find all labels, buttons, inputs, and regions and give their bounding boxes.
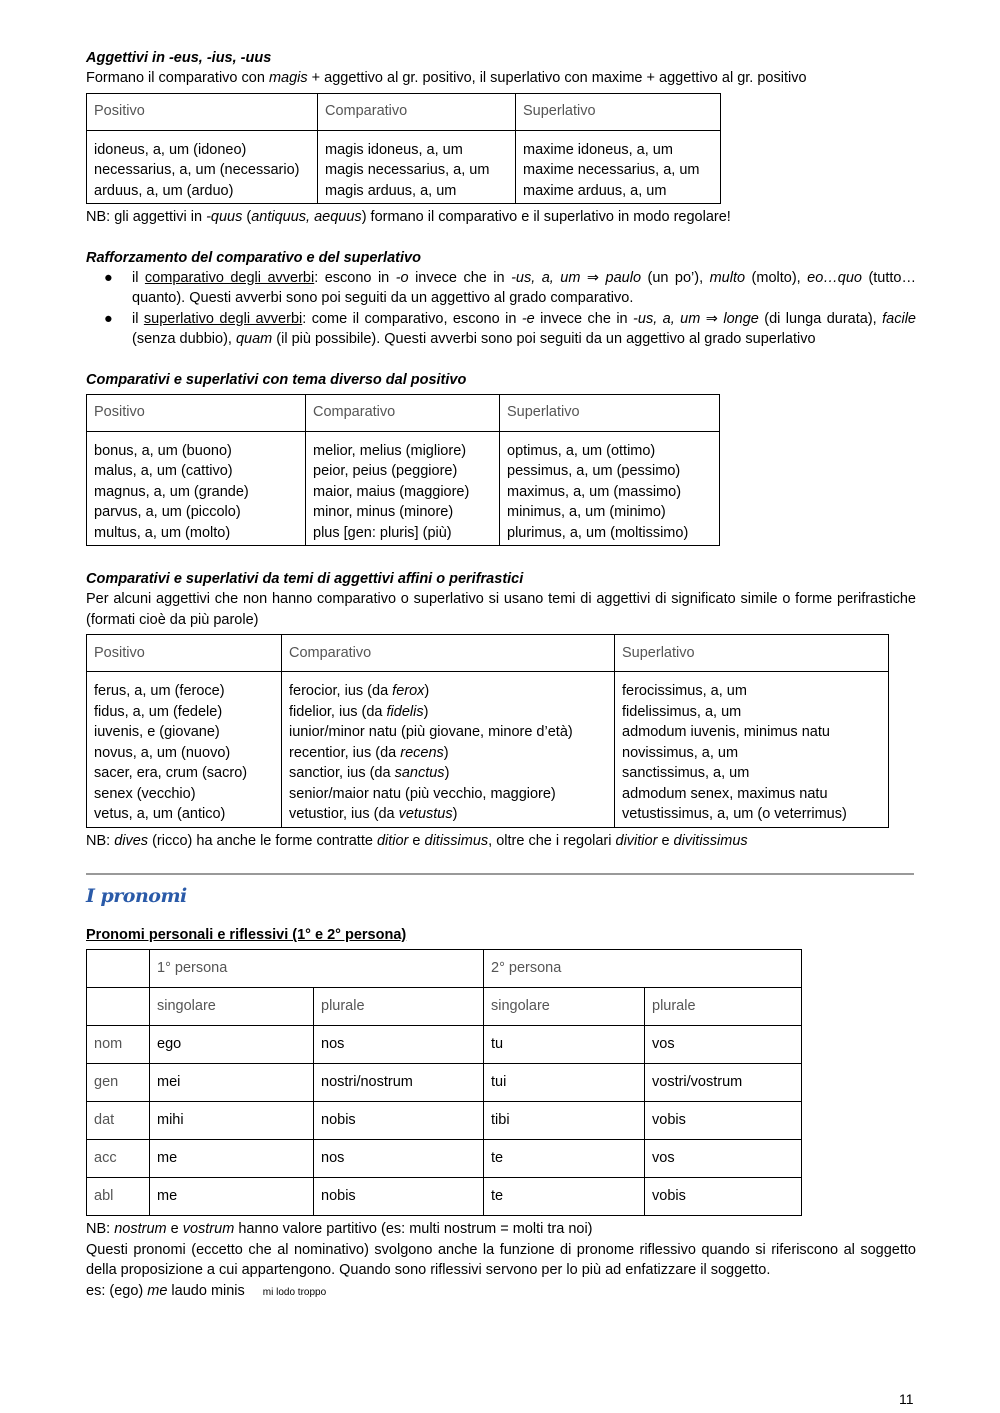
table-header: Comparativo (306, 394, 500, 431)
nb-dives: NB: dives (ricco) ha anche le forme contratte ditior e ditissimus, oltre che i regolari divitior e divitissimus (86, 832, 748, 849)
table-cell-positivo: ferus, a, um (feroce) fidus, a, um (fedele) iuvenis, e (giovane) novus, a, um (nuovo) sacer, era, crum (sacro) senex (vecchio) vetus, a, um (antico) (87, 672, 282, 828)
example-laudo: es: (ego) me laudo minis mi lodo troppo (86, 1282, 327, 1299)
list-item: ● il superlativo degli avverbi: come il comparativo, escono in -e invece che in -us, a, um ⇒ longe (di lunga durata), facile (senza dubbio), quam (il più possibile). Questi avverbi sono poi seguiti da un aggettivo al grado superlativo (104, 310, 916, 347)
table-header: Superlativo (516, 93, 721, 130)
table-cell-superlativo: ferocissimus, a, um fidelissimus, a, um admodum iuvenis, minimus natu novissimus, a, um sanctissimus, a, um admodum senex, maximus natu vetustissimus, a, um (o veterrimus) (615, 672, 889, 828)
table-row: gen mei nostri/nostrum tui vostri/vostrum (87, 1064, 802, 1102)
document-page (86, 48, 916, 1303)
table-aggettivi-eus (86, 93, 721, 205)
table-header-persona2: 2° persona (484, 950, 802, 988)
paragraph-riflessivi: Questi pronomi (eccetto che al nominativo) svolgono anche la funzione di pronome riflessivo quando si riferiscono al soggetto della proposizione a cui appartengono. Quando sono riflessivi servono per lo più ad enfatizzare il soggetto. (86, 1241, 916, 1278)
table-corner-cell (87, 988, 150, 1026)
table-cell-positivo: bonus, a, um (buono) malus, a, um (cattivo) magnus, a, um (grande) parvus, a, um (piccolo) multus, a, um (molto) (87, 431, 306, 546)
table-row: abl me nobis te vobis (87, 1178, 802, 1216)
table-cell-superlativo: optimus, a, um (ottimo) pessimus, a, um (pessimo) maximus, a, um (massimo) minimus, a, um (minimo) plurimus, a, um (moltissimo) (500, 431, 720, 546)
nb-quus: NB: gli aggettivi in -quus (antiquus, aequus) formano il comparativo e il superlativo in modo regolare! (86, 209, 731, 225)
table-header: Positivo (87, 635, 282, 672)
page-number: 11 (899, 1391, 914, 1407)
intro-temi-affini: Per alcuni aggettivi che non hanno comparativo o superlativo si usano temi di aggettivi di significato simile o forme perifrastiche (formati cioè da più parole) (86, 591, 916, 628)
table-row: dat mihi nobis tibi vobis (87, 1102, 802, 1140)
table-header-persona1: 1° persona (150, 950, 484, 988)
table-header-number: plurale (645, 988, 802, 1026)
heading-aggettivi-eus: Aggettivi in -eus, -ius, -uus (86, 50, 272, 66)
heading-tema-diverso: Comparativi e superlativi con tema diverso dal positivo (86, 371, 467, 388)
table-row: acc me nos te vos (87, 1140, 802, 1178)
table-cell-comparativo: ferocior, ius (da ferox) fidelior, ius (da fidelis) iunior/minor natu (più giovane, minore d’età) recentior, ius (da recens) sanctior, ius (da sanctus) senior/maior natu (più vecchio, maggiore) vetustior, ius (da vetustus) (282, 672, 615, 828)
section-divider (86, 873, 914, 875)
table-header-number: plurale (314, 988, 484, 1026)
example-translation: mi lodo troppo (262, 1286, 327, 1298)
table-row: nom ego nos tu vos (87, 1026, 802, 1064)
table-cell-superlativo: maxime idoneus, a, um maxime necessarius, a, um maxime arduus, a, um (516, 130, 721, 204)
table-header: Positivo (87, 93, 318, 130)
heading-pronomi-personali: Pronomi personali e riflessivi (1° e 2° persona) (86, 927, 407, 943)
table-header: Positivo (87, 394, 306, 431)
table-cell-comparativo: melior, melius (migliore) peior, peius (peggiore) maior, maius (maggiore) minor, minus (minore) plus [gen: pluris] (più) (306, 431, 500, 546)
table-tema-diverso (86, 394, 720, 547)
table-header: Comparativo (282, 635, 615, 672)
table-cell-comparativo: magis idoneus, a, um magis necessarius, a, um magis arduus, a, um (318, 130, 516, 204)
table-corner-cell (87, 950, 150, 988)
table-cell-positivo: idoneus, a, um (idoneo) necessarius, a, um (necessario) arduus, a, um (arduo) (87, 130, 318, 204)
table-header-number: singolare (150, 988, 314, 1026)
table-header: Comparativo (318, 93, 516, 130)
intro-aggettivi-eus: Formano il comparativo con magis + aggettivo al gr. positivo, il superlativo con maxime + aggettivo al gr. positivo (86, 70, 807, 86)
table-header-number: singolare (484, 988, 645, 1026)
table-temi-affini (86, 634, 889, 828)
table-header: Superlativo (615, 635, 889, 672)
section-title-pronomi: I pronomi (86, 885, 187, 907)
list-rafforzamento (86, 268, 916, 350)
nb-partitivo: NB: nostrum e vostrum hanno valore partitivo (es: multi nostrum = molti tra noi) (86, 1221, 593, 1237)
table-pronomi-personali (86, 949, 802, 1216)
table-header: Superlativo (500, 394, 720, 431)
list-item: ● il comparativo degli avverbi: escono in -o invece che in -us, a, um ⇒ paulo (un po’), multo (molto), eo…quo (tutto…quanto). Questi avverbi sono poi seguiti da un aggettivo al grado comparativo. (104, 269, 916, 306)
heading-rafforzamento: Rafforzamento del comparativo e del superlativo (86, 249, 421, 266)
heading-temi-affini: Comparativi e superlativi da temi di aggettivi affini o perifrastici (86, 571, 524, 587)
